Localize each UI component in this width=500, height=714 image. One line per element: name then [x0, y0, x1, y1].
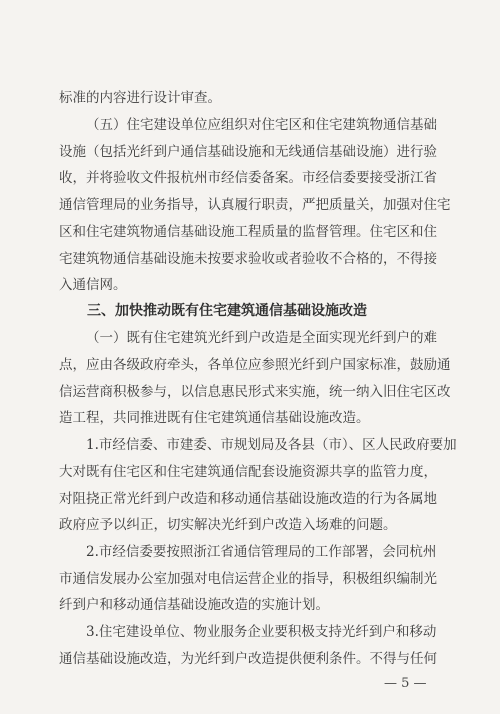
page-number: — 5 — [384, 676, 427, 691]
text-line: 3.住宅建设单位、物业服务企业要积极支持光纤到户和移动 [86, 624, 437, 640]
text-line: 收，并将验收文件报杭州市经信委备案。市经信委要接受浙江省 [59, 170, 437, 186]
text-line: 标准的内容进行设计审查。 [59, 90, 221, 106]
text-line: 宅建筑物通信基础设施未按要求验收或者验收不合格的，不得接 [59, 251, 437, 267]
text-line: （一）既有住宅建筑光纤到户改造是全面实现光纤到户的难 [86, 330, 437, 346]
text-line: 纤到户和移动通信基础设施改造的实施计划。 [59, 597, 329, 613]
text-line: 点，应由各级政府牵头，各单位应参照光纤到户国家标准，鼓励通 [59, 357, 451, 373]
text-line: 通信管理局的业务指导，认真履行职责，严把质量关，加强对住宅 [59, 197, 451, 213]
section-heading: 三、加快推动既有住宅建筑通信基础设施改造 [87, 303, 367, 319]
text-line: 设施（包括光纤到户通信基础设施和无线通信基础设施）进行验 [59, 144, 437, 160]
text-line: 通信基础设施改造，为光纤到户改造提供便利条件。不得与任何 [59, 651, 437, 667]
text-line: 大对既有住宅区和住宅建筑通信配套设施资源共享的监管力度， [59, 464, 437, 480]
text-line: 造工程，共同推进既有住宅建筑通信基础设施改造。 [59, 410, 370, 426]
text-line: （五）住宅建设单位应组织对住宅区和住宅建筑物通信基础 [86, 117, 437, 133]
text-line: 对阻挠正常光纤到户改造和移动通信基础设施改造的行为各属地 [59, 491, 437, 507]
text-line: 信运营商积极参与，以信息惠民形式来实施，统一纳入旧住宅区改 [59, 384, 451, 400]
text-line: 1.市经信委、市建委、市规划局及各县（市）、区人民政府要加 [86, 437, 457, 453]
text-line: 2.市经信委要按照浙江省通信管理局的工作部署，会同杭州 [86, 544, 437, 560]
text-line: 市通信发展办公室加强对电信运营企业的指导，积极组织编制光 [59, 571, 437, 587]
text-line: 政府应予以纠正，切实解决光纤到户改造入场难的问题。 [59, 517, 397, 533]
text-line: 区和住宅建筑物通信基础设施工程质量的监督管理。住宅区和住 [59, 224, 437, 240]
text-line: 入通信网。 [59, 277, 127, 293]
